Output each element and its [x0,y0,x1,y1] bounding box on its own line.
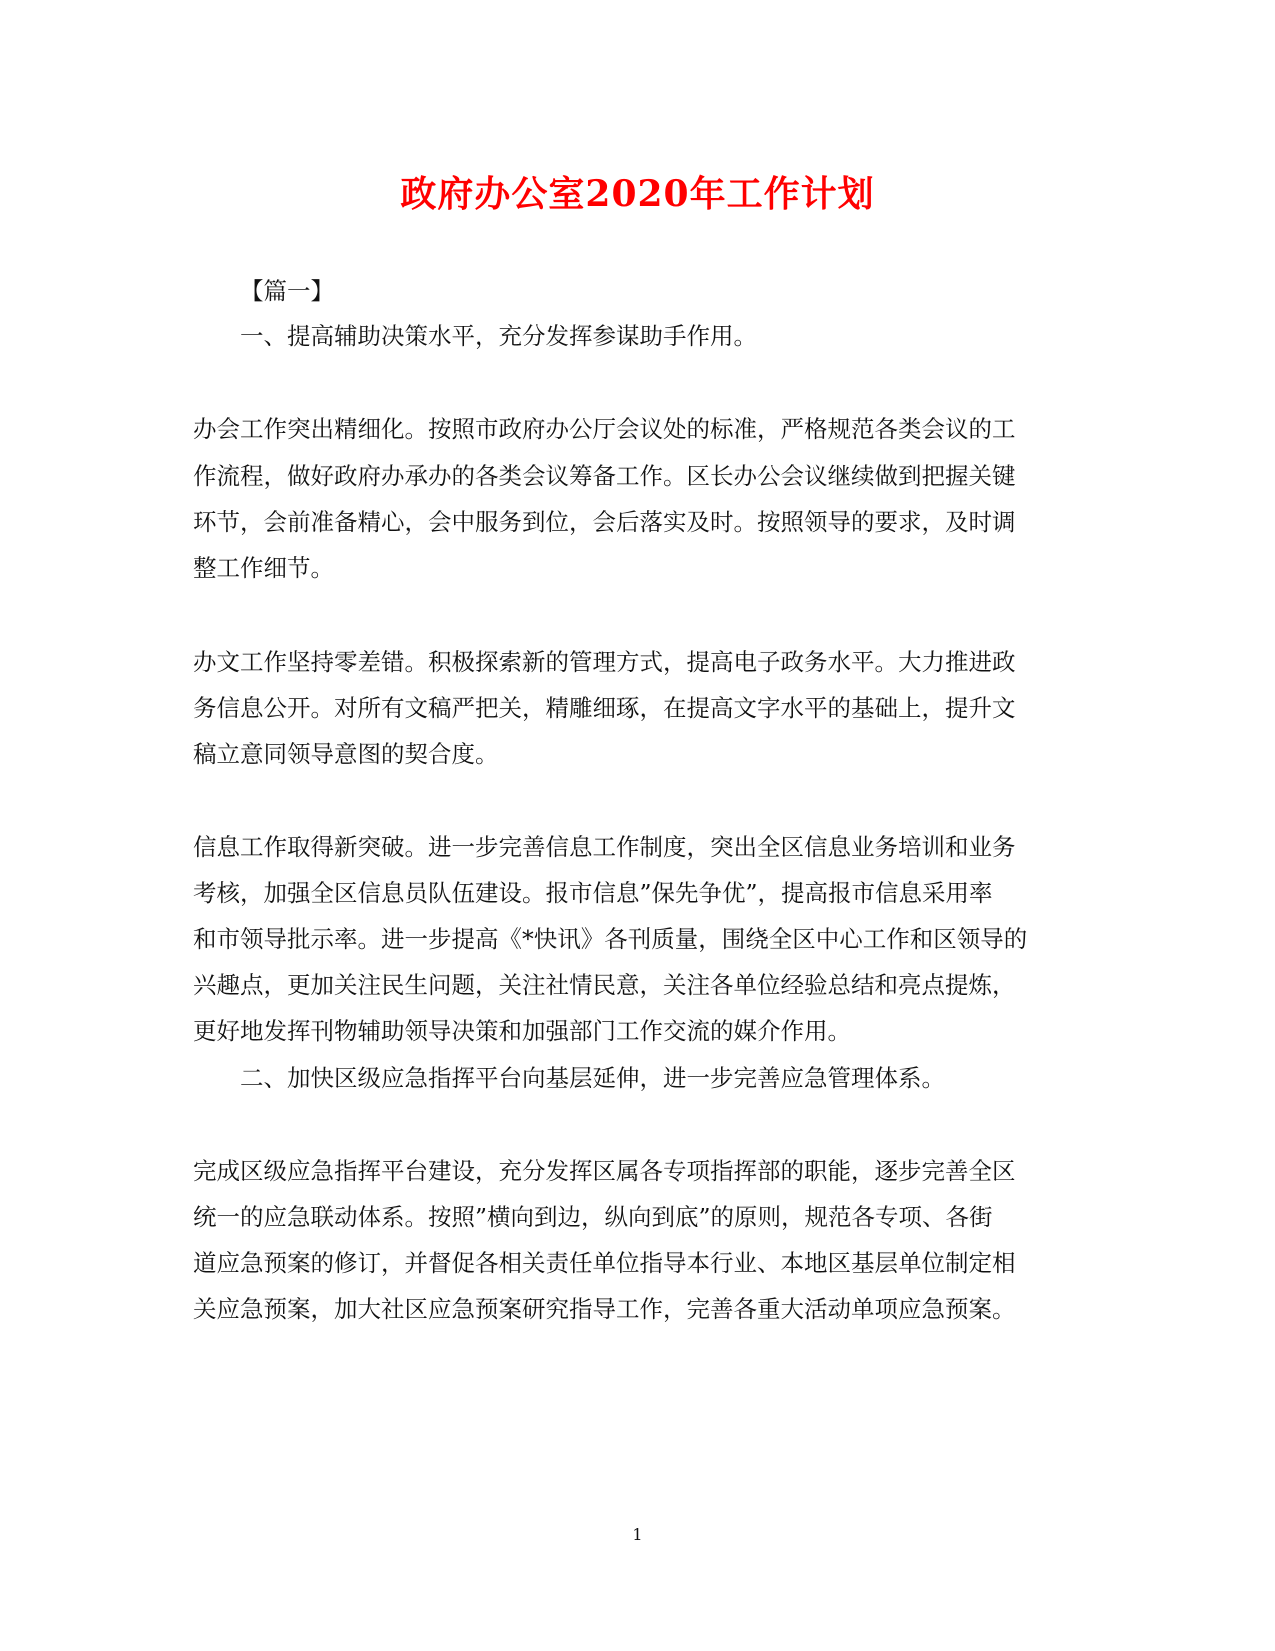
paragraph-4-line-2: 统一的应急联动体系。按照”横向到边，纵向到底”的原则，规范各专项、各街 [193,1203,993,1231]
paragraph-2-line-3: 稿立意同领导意图的契合度。 [193,740,499,768]
paragraph-4-line-1: 完成区级应急指挥平台建设，充分发挥区属各专项指挥部的职能，逐步完善全区 [193,1157,1016,1185]
paragraph-3-line-2: 考核，加强全区信息员队伍建设。报市信息”保先争优”，提高报市信息采用率 [193,879,993,907]
page-number: 1 [632,1525,643,1544]
paragraph-1-line-1: 办会工作突出精细化。按照市政府办公厅会议处的标准，严格规范各类会议的工 [193,415,1016,443]
paragraph-1-line-2: 作流程，做好政府办承办的各类会议筹备工作。区长办公会议继续做到把握关键 [193,462,1016,490]
paragraph-3-line-4: 兴趣点，更加关注民生问题，关注社情民意，关注各单位经验总结和亮点提炼， [193,971,1016,999]
paragraph-1-line-4: 整工作细节。 [193,554,334,582]
document-title: 政府办公室2020年工作计划 [400,173,875,215]
paragraph-2-line-2: 务信息公开。对所有文稿严把关，精雕细琢，在提高文字水平的基础上，提升文 [193,694,1016,722]
section-label: 【篇一】 [240,277,334,305]
paragraph-4-line-4: 关应急预案，加大社区应急预案研究指导工作，完善各重大活动单项应急预案。 [193,1295,1016,1323]
section-heading-1: 一、提高辅助决策水平，充分发挥参谋助手作用。 [240,322,757,350]
paragraph-3-line-5: 更好地发挥刊物辅助领导决策和加强部门工作交流的媒介作用。 [193,1017,851,1045]
paragraph-2-line-1: 办文工作坚持零差错。积极探索新的管理方式，提高电子政务水平。大力推进政 [193,648,1016,676]
paragraph-1-line-3: 环节，会前准备精心，会中服务到位，会后落实及时。按照领导的要求，及时调 [193,508,1016,536]
paragraph-4-line-3: 道应急预案的修订，并督促各相关责任单位指导本行业、本地区基层单位制定相 [193,1249,1016,1277]
section-heading-2: 二、加快区级应急指挥平台向基层延伸，进一步完善应急管理体系。 [240,1064,945,1092]
paragraph-3-line-3: 和市领导批示率。进一步提高《*快讯》各刊质量，围绕全区中心工作和区领导的 [193,925,1028,953]
paragraph-3-line-1: 信息工作取得新突破。进一步完善信息工作制度，突出全区信息业务培训和业务 [193,833,1016,861]
